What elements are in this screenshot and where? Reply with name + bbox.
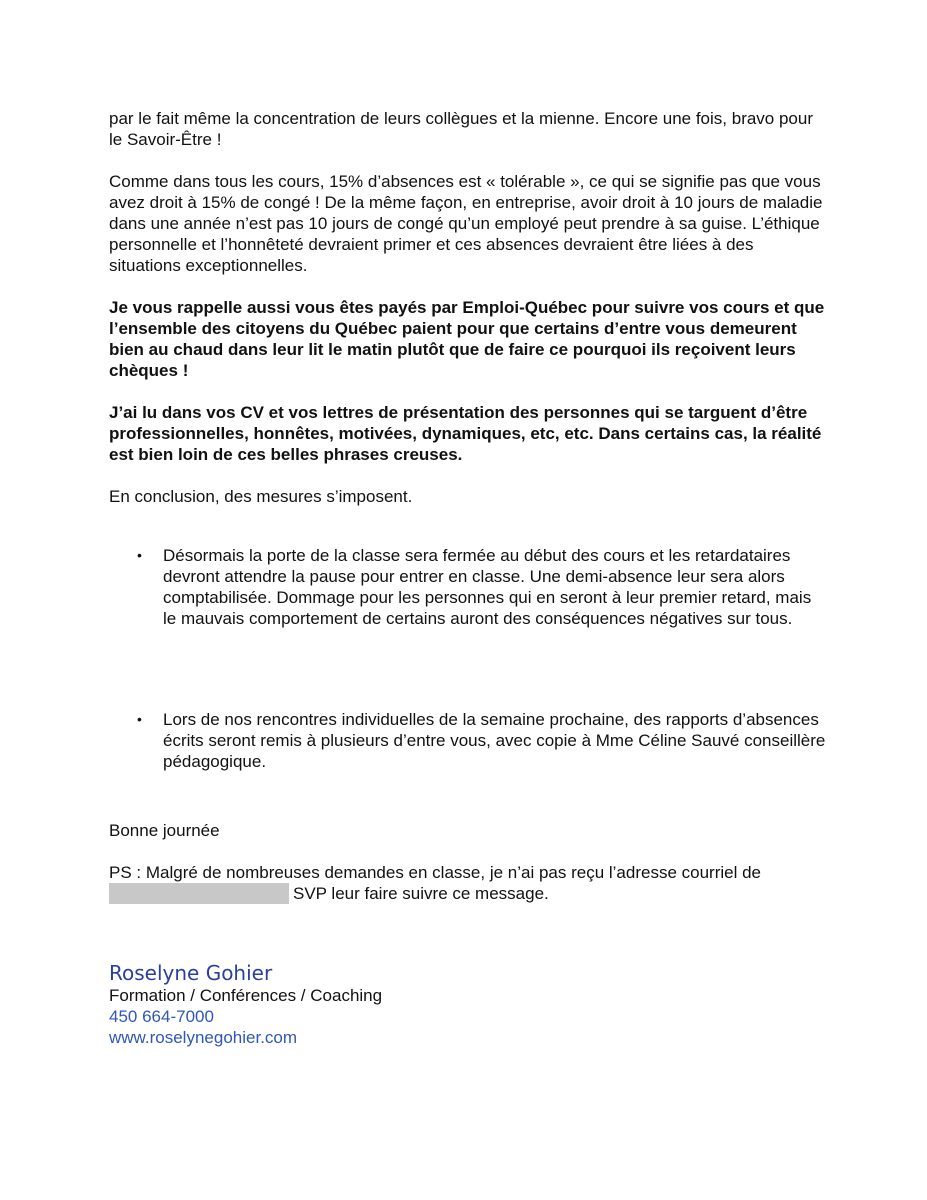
paragraph-cv: J’ai lu dans vos CV et vos lettres de présentation des personnes qui se targuent d’être professionnelles, honnêtes, motivées, dynamiques, etc, etc. Dans certains cas, la réalité est bien loin de ces belles phrases creuses. [109, 403, 822, 464]
ps-line-2-text: SVP leur faire suivre ce message. [293, 884, 549, 903]
signature-phone[interactable]: 450 664-7000 [109, 1007, 214, 1026]
ps-line-1: PS : Malgré de nombreuses demandes en classe, je n’ai pas reçu l’adresse courriel de [109, 863, 762, 882]
list-item [109, 709, 829, 772]
ps-line-2 [109, 883, 829, 904]
signature-website-link[interactable]: www.roselynegohier.com [109, 1028, 298, 1047]
closing-text: Bonne journée [109, 821, 220, 840]
bullet-icon: • [137, 547, 142, 563]
paragraph-conclusion: En conclusion, des mesures s’imposent. [109, 487, 413, 506]
paragraph-emploi-quebec: Je vous rappelle aussi vous êtes payés par Emploi-Québec pour suivre vos cours et que l’ensemble des citoyens du Québec paient pour que certains d’entre vous demeurent bien au chaud dans leur lit le matin plutôt que de faire ce pourquoi ils reçoivent leurs chèques ! [109, 298, 825, 380]
signature-tagline: Formation / Conférences / Coaching [109, 986, 383, 1005]
signature-name: Roselyne Gohier [109, 961, 273, 985]
paragraph-intro: par le fait même la concentration de leurs collègues et la mienne. Encore une fois, bravo pour le Savoir-Être ! [109, 109, 814, 149]
bullet-text: Désormais la porte de la classe sera fermée au début des cours et les retardataires devront attendre la pause pour entrer en classe. Une demi-absence leur sera alors comptabilisée. Dommage pour les personnes qui en seront à leur premier retard, mais le mauvais comportement de certains auront des conséquences négatives sur tous. [163, 546, 812, 628]
document-page [109, 108, 829, 1048]
redaction-box [109, 883, 289, 904]
bullet-text: Lors de nos rencontres individuelles de la semaine prochaine, des rapports d’absences écrits seront remis à plusieurs d’entre vous, avec copie à Mme Céline Sauvé conseillère pédagogique. [163, 710, 826, 771]
postscript [109, 862, 829, 904]
bullet-icon: • [137, 711, 142, 727]
measures-list [109, 545, 829, 772]
list-item [109, 545, 829, 629]
paragraph-absences: Comme dans tous les cours, 15% d’absences est « tolérable », ce qui se signifie pas que vous avez droit à 15% de congé ! De la même façon, en entreprise, avoir droit à 10 jours de maladie dans une année n’est pas 10 jours de congé qu’un employé peut prendre à sa guise. L’éthique personnelle et l’honnêteté devraient primer et ces absences devraient être liées à des situations exceptionnelles. [109, 172, 823, 275]
